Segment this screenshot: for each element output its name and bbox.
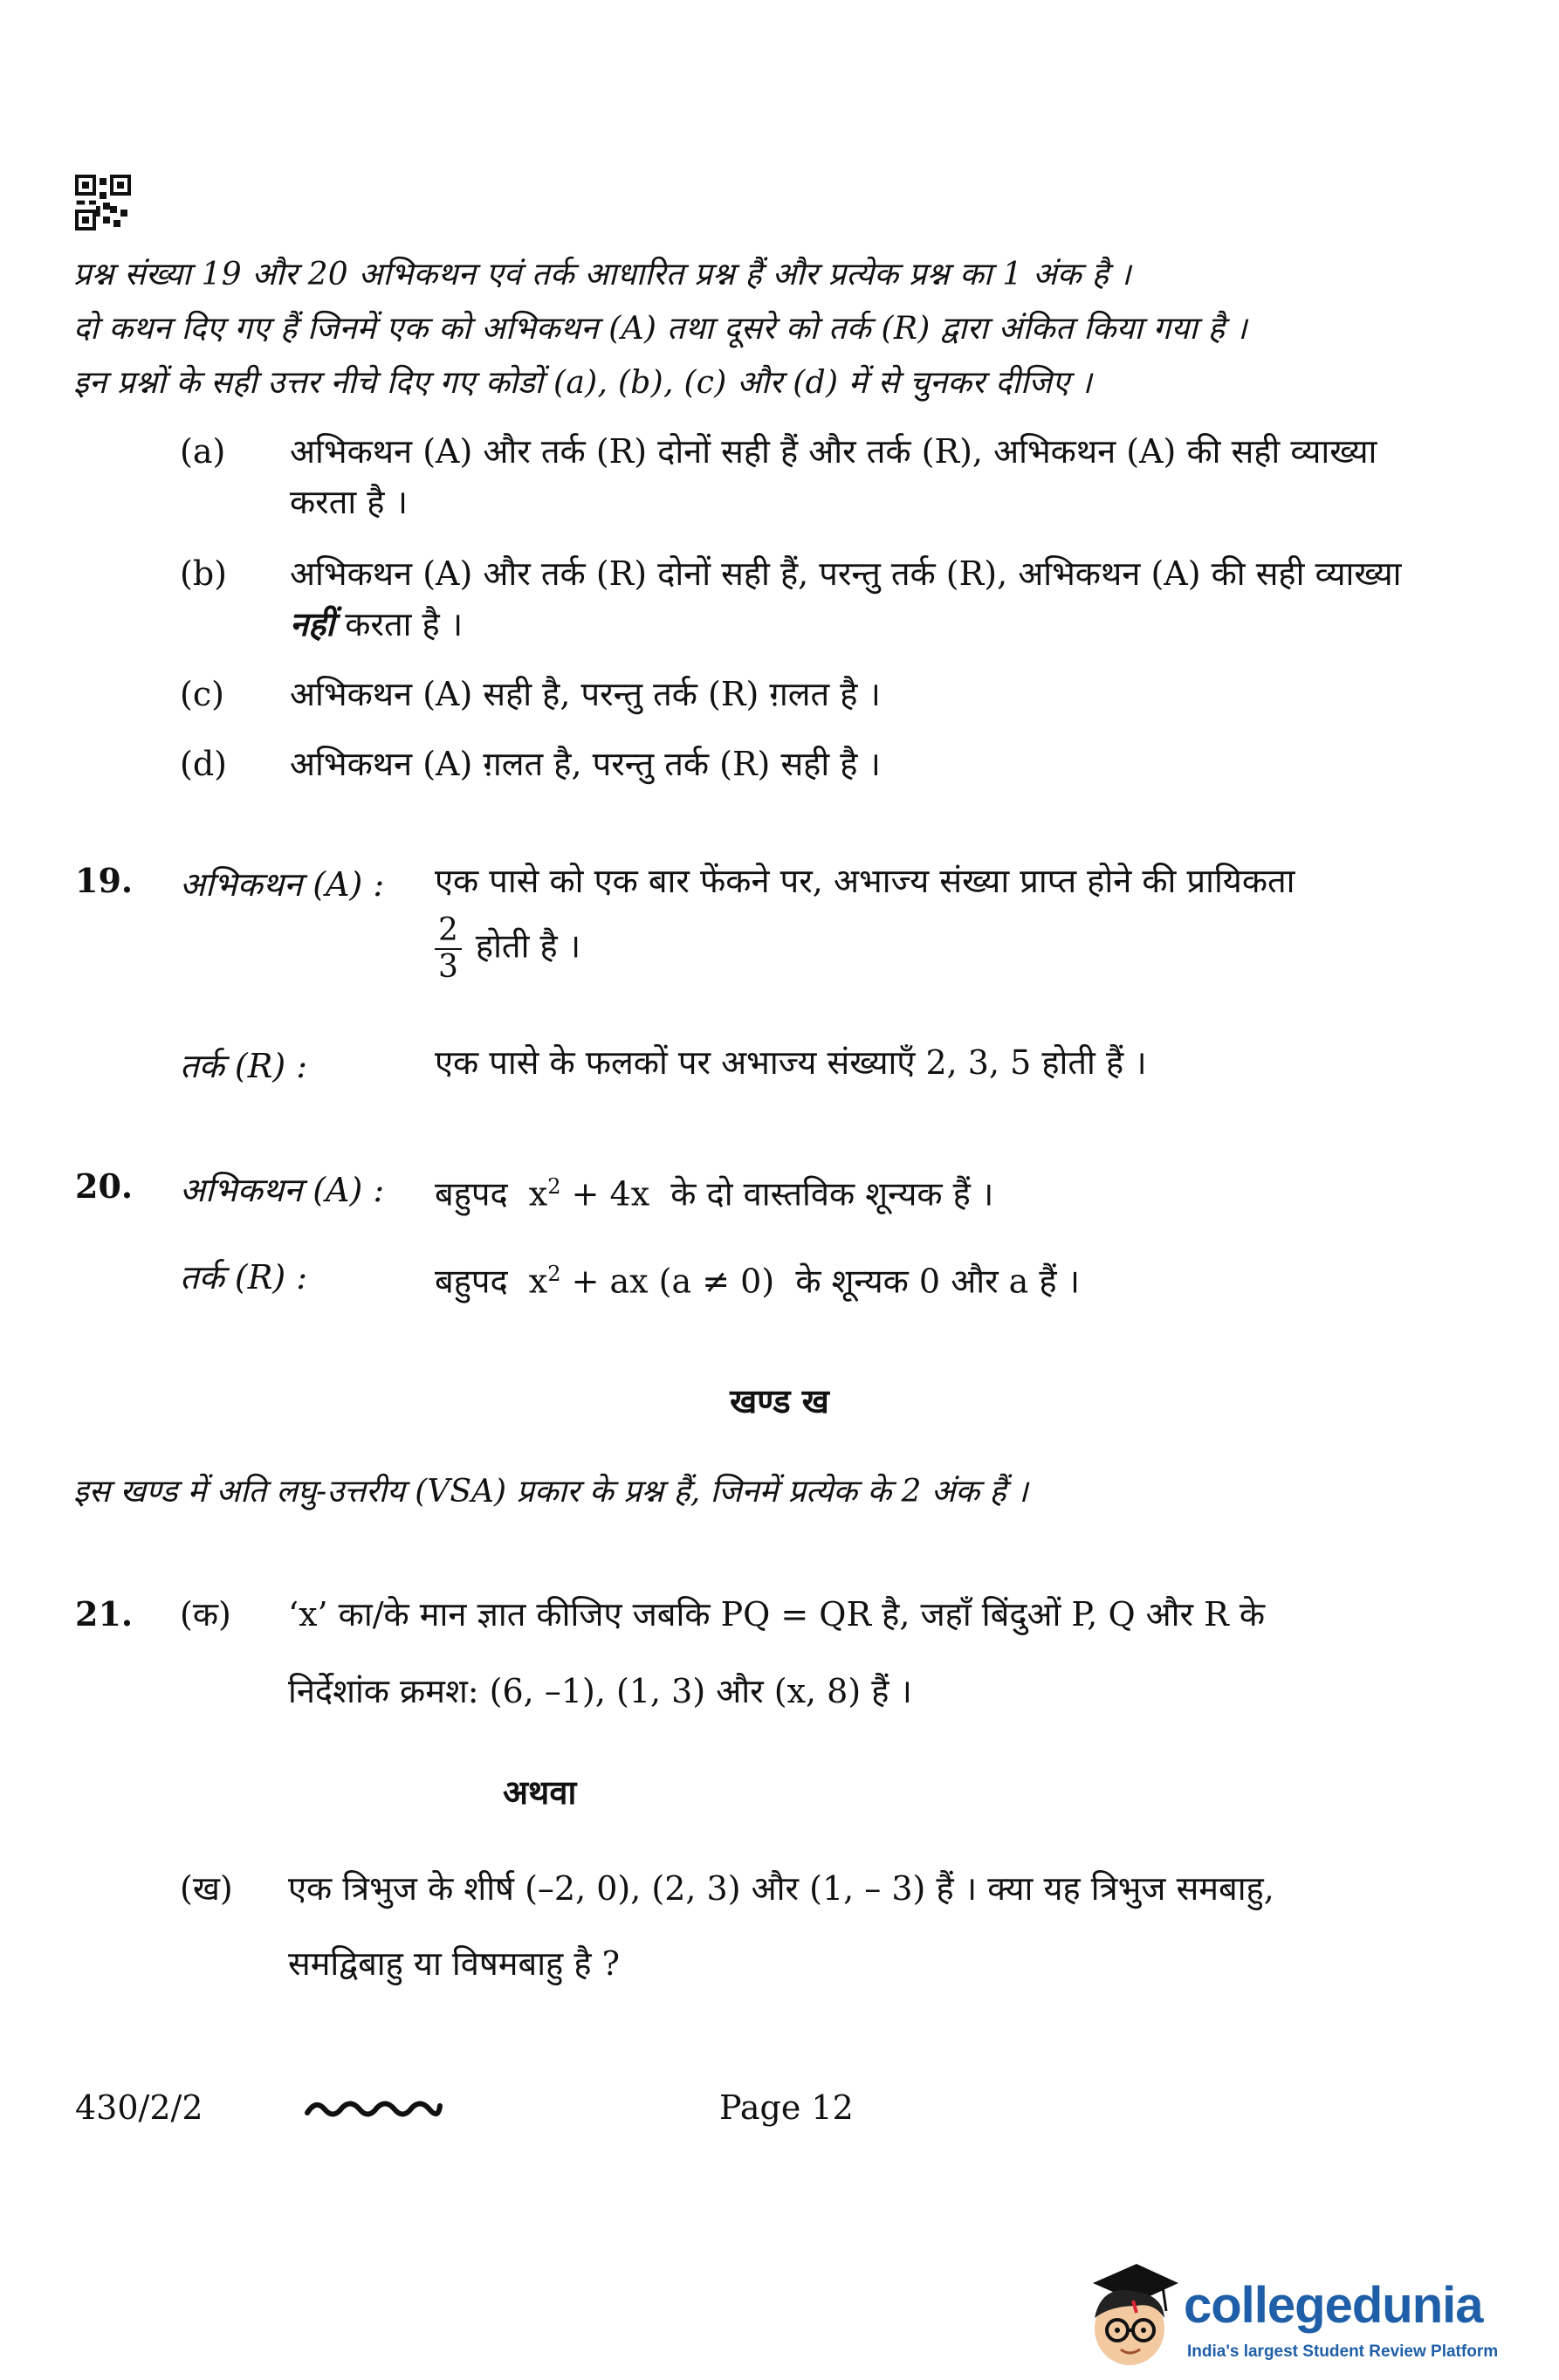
option-text: अभिकथन (A) ग़लत है, परन्तु तर्क (R) सही है । [290,745,881,783]
or-separator: अथवा [503,1772,577,1812]
q21-part-a-line1: ‘x’ का/के मान ज्ञात कीजिए जबकि PQ = QR है, जहाँ बिंदुओं P, Q और R के [288,1595,1266,1634]
q20-reason-text [435,1248,1080,1307]
exponent: 2 [547,1174,561,1199]
q21-part-b-line1: एक त्रिभुज के शीर्ष (–2, 0), (2, 3) और (1, – 3) हैं । क्या यह त्रिभुज समबाहु, [288,1869,1274,1908]
q20-reason-pre: बहुपद x [435,1262,548,1301]
q21-part-a-label: (क) [180,1595,231,1634]
option-text: अभिकथन (A) और तर्क (R) दोनों सही हैं और तर्क (R), अभिकथन (A) की सही व्याख्या करता है । [290,432,1377,521]
fraction-denominator: 3 [438,949,458,985]
instructions [73,248,1470,410]
section-title: खण्ड ख [730,1381,829,1420]
q21-part-b-line2: समद्विबाहु या विषमबाहु है ? [288,1944,620,1983]
option-b [180,548,1419,653]
option-text-main: अभिकथन (A) और तर्क (R) दोनों सही हैं, परन्तु तर्क (R), अभिकथन (A) की सही व्याख्या [290,554,1402,593]
q20-assertion-pre: बहुपद x [435,1174,548,1214]
collegedunia-logo [1075,2257,1529,2370]
page-number: Page 12 [719,2088,854,2127]
q19-reason-text: एक पासे के फलकों पर अभाज्य संख्याएँ 2, 3, 5 होती हैं । [435,1043,1147,1082]
question-20-number: 20. [75,1166,134,1206]
option-label: (a) [180,432,226,471]
q20-assertion-label: अभिकथन (A) : [180,1171,385,1209]
option-a [180,426,1419,531]
option-label: (c) [180,675,224,713]
option-text [290,548,1416,650]
instruction-line-1: प्रश्न संख्या 19 और 20 अभिकथन एवं तर्क आधारित प्रश्न हैं और प्रत्येक प्रश्न का 1 अंक है । [73,257,1131,292]
wave-divider-icon [304,2092,443,2123]
q19-assertion-continued [435,913,580,985]
q19-assertion-tail: होती है । [475,926,581,966]
section-description: इस खण्ड में अति लघु-उत्तरीय (VSA) प्रकार के प्रश्न हैं, जिनमें प्रत्येक के 2 अंक हैं । [73,1474,1028,1510]
option-text: अभिकथन (A) सही है, परन्तु तर्क (R) ग़लत है । [290,675,881,713]
q21-part-a-line2: निर्देशांक क्रमश: (6, –1), (1, 3) और (x, 8) हैं । [288,1672,912,1710]
option-text-tail: करता है । [345,605,464,643]
q20-reason-label: तर्क (R) : [180,1258,308,1297]
emphasis-not: नहीं [290,604,335,643]
question-19-number: 19. [75,861,134,900]
option-label: (b) [180,554,227,593]
q20-assertion-post: + 4x के दो वास्तविक शून्यक हैं । [560,1174,994,1214]
option-c [180,669,1419,721]
brand-tagline: India's largest Student Review Platform [1187,2342,1499,2361]
q20-reason-post: + ax (a ≠ 0) के शून्यक 0 और a हैं । [560,1262,1081,1301]
fraction-numerator: 2 [435,913,462,950]
question-21-number: 21. [75,1594,134,1634]
q21-part-b-label: (ख) [180,1869,233,1908]
paper-code: 430/2/2 [75,2088,203,2127]
brand-name: collegedunia [1184,2277,1483,2334]
exponent: 2 [547,1262,561,1286]
instruction-line-2: दो कथन दिए गए हैं जिनमें एक को अभिकथन (A) तथा दूसरे को तर्क (R) द्वारा अंकित किया गया है । [73,311,1247,347]
option-label: (d) [180,745,227,783]
option-d [180,739,1419,791]
mascot-icon [1075,2257,1180,2370]
q19-assertion-label: अभिकथन (A) : [180,865,385,904]
instruction-line-3: इन प्रश्नों के सही उत्तर नीचे दिए गए कोडों (a), (b), (c) और (d) में से चुनकर दीजिए । [73,365,1093,401]
q19-assertion-text: एक पासे को एक बार फेंकने पर, अभाज्य संख्या प्राप्त होने की प्रायिकता [435,862,1295,900]
qr-code-icon [75,175,131,230]
q20-assertion-text [435,1161,993,1220]
q19-reason-label: तर्क (R) : [180,1047,308,1085]
fraction-two-thirds [435,913,462,985]
